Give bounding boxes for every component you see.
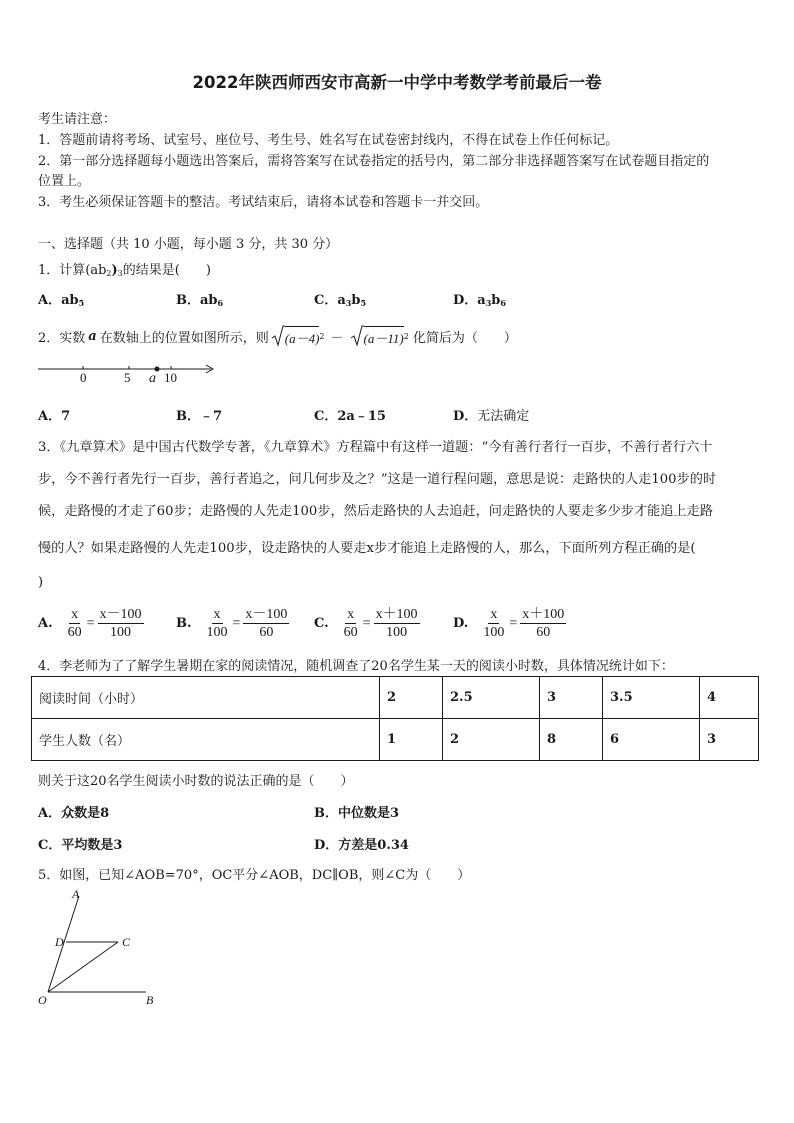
q4-stem: 4．李老师为了了解学生暑期在家的阅读情况，随机调查了20名学生某一天的阅读小时数，具体情况统计如下： bbox=[38, 659, 674, 674]
section-heading: 一、选择题（共 10 小题，每小题 3 分，共 30 分） bbox=[38, 237, 339, 252]
q1-option-a[interactable]: A．$ab_5$ bbox=[38, 293, 85, 308]
q3-option-c[interactable]: C. $\frac{x}{60}$ = $\frac{x+100}{100}$ bbox=[314, 607, 418, 640]
notice-item: 3．考生必须保证答题卡的整洁。考试结束后，请将本试卷和答题卡一并交回。 bbox=[38, 195, 489, 210]
q2-stem: 2．实数 a 在数轴上的位置如图所示，则 (a－4) 2 － (a－11) 2 化简后为（ ） bbox=[38, 325, 517, 347]
table-cell: 2 bbox=[443, 719, 540, 761]
notice-item: 1．答题前请将考场、试室号、座位号、考生号、姓名写在试卷密封线内，不得在试卷上作任何标记。 bbox=[38, 133, 619, 148]
q3-option-d[interactable]: D. $\frac{x}{100}$ = $\frac{x+100}{60}$ bbox=[453, 607, 565, 640]
axis-tick-label: 0 bbox=[80, 370, 87, 385]
q1-stem: 1．计算$(ab_2)_3$的结果是( ) bbox=[38, 263, 211, 278]
q1-option-c[interactable]: C．$a_3b_5$ bbox=[314, 293, 367, 308]
notice-item: 2．第一部分选择题每小题选出答案后，需将答案写在试卷指定的括号内，第二部分非选择题答案写在试卷题目指定的 bbox=[38, 154, 710, 169]
table-cell: 2 bbox=[380, 677, 443, 719]
q2-option-c[interactable]: C．2a﹣15 bbox=[314, 409, 386, 424]
q2-option-a[interactable]: A．7 bbox=[38, 409, 71, 424]
radical-sign-icon bbox=[271, 325, 285, 347]
notice-heading: 考生请注意： bbox=[38, 112, 117, 127]
q3-stem-line: 3．《九章算术》是中国古代数学专著，《九章算术》方程篇中有这样一道题：“今有善行者行一百步，不善行者行六十 bbox=[38, 440, 713, 455]
q2-option-b[interactable]: B．﹣7 bbox=[176, 409, 223, 424]
q4-option-c[interactable]: C．平均数是3 bbox=[38, 838, 123, 853]
table-cell: 8 bbox=[540, 719, 603, 761]
axis-tick-label: a bbox=[149, 371, 156, 386]
q5-stem: 5．如图，已知∠AOB=70°，OC平分∠AOB，DC∥OB，则∠C为（ ） bbox=[38, 868, 471, 883]
table-cell: 3.5 bbox=[603, 677, 700, 719]
q1-option-b[interactable]: B．$ab_6$ bbox=[176, 293, 224, 308]
q3-stem-line: 慢的人？如果走路慢的人先走100步，设走路快的人要走x步才能追上走路慢的人，那么，下面所列方程正确的是( bbox=[38, 541, 696, 556]
table-cell: 3 bbox=[700, 719, 759, 761]
q1-option-d[interactable]: D．$a_3b_6$ bbox=[453, 293, 506, 308]
number-line-figure bbox=[36, 358, 220, 386]
table-cell: 6 bbox=[603, 719, 700, 761]
q3-stem-line: 候，走路慢的才走了60步；走路慢的人先走100步，然后走路快的人去追赶，问走路快的人要走多少步才能追上走路 bbox=[38, 504, 713, 519]
table-row bbox=[32, 719, 759, 761]
table-cell: 1 bbox=[380, 719, 443, 761]
point-label: A bbox=[72, 887, 80, 901]
table-cell: 阅读时间（小时） bbox=[32, 677, 380, 719]
table-row bbox=[32, 677, 759, 719]
table-cell: 4 bbox=[700, 677, 759, 719]
angle-figure bbox=[34, 884, 164, 1012]
q2-option-d[interactable]: D．无法确定 bbox=[453, 409, 530, 424]
point-label: O bbox=[38, 993, 47, 1007]
table-cell: 3 bbox=[540, 677, 603, 719]
q3-stem-line: ) bbox=[38, 575, 44, 590]
q3-option-a[interactable]: A. $\frac{x}{60}$ = $\frac{x-100}{100}$ bbox=[38, 607, 142, 640]
point-label: B bbox=[146, 993, 154, 1007]
q4-option-a[interactable]: A．众数是8 bbox=[38, 806, 110, 821]
q3-option-b[interactable]: B. $\frac{x}{100}$ = $\frac{x-100}{60}$ bbox=[176, 607, 288, 640]
reading-stats-table bbox=[31, 676, 759, 761]
page-title: 2022年陕西师西安市高新一中学中考数学考前最后一卷 bbox=[192, 73, 602, 92]
q4-option-b[interactable]: B．中位数是3 bbox=[314, 806, 400, 821]
q3-stem-line: 步，今不善行者先行一百步，善行者追之，问几何步及之？”这是一道行程问题，意思是说：走路快的人走100步的时 bbox=[38, 472, 717, 487]
notice-item: 位置上。 bbox=[38, 174, 91, 189]
table-cell: 2.5 bbox=[443, 677, 540, 719]
point-label: D bbox=[55, 935, 64, 949]
axis-tick-label: 5 bbox=[124, 370, 131, 385]
q4-option-d[interactable]: D．方差是0.34 bbox=[314, 838, 409, 853]
q4-question: 则关于这20名学生阅读小时数的说法正确的是（ ） bbox=[38, 774, 354, 789]
axis-tick-label: 10 bbox=[164, 370, 177, 385]
radical-sign-icon bbox=[350, 325, 364, 347]
point-label: C bbox=[122, 935, 131, 949]
table-cell: 学生人数（名） bbox=[32, 719, 380, 761]
